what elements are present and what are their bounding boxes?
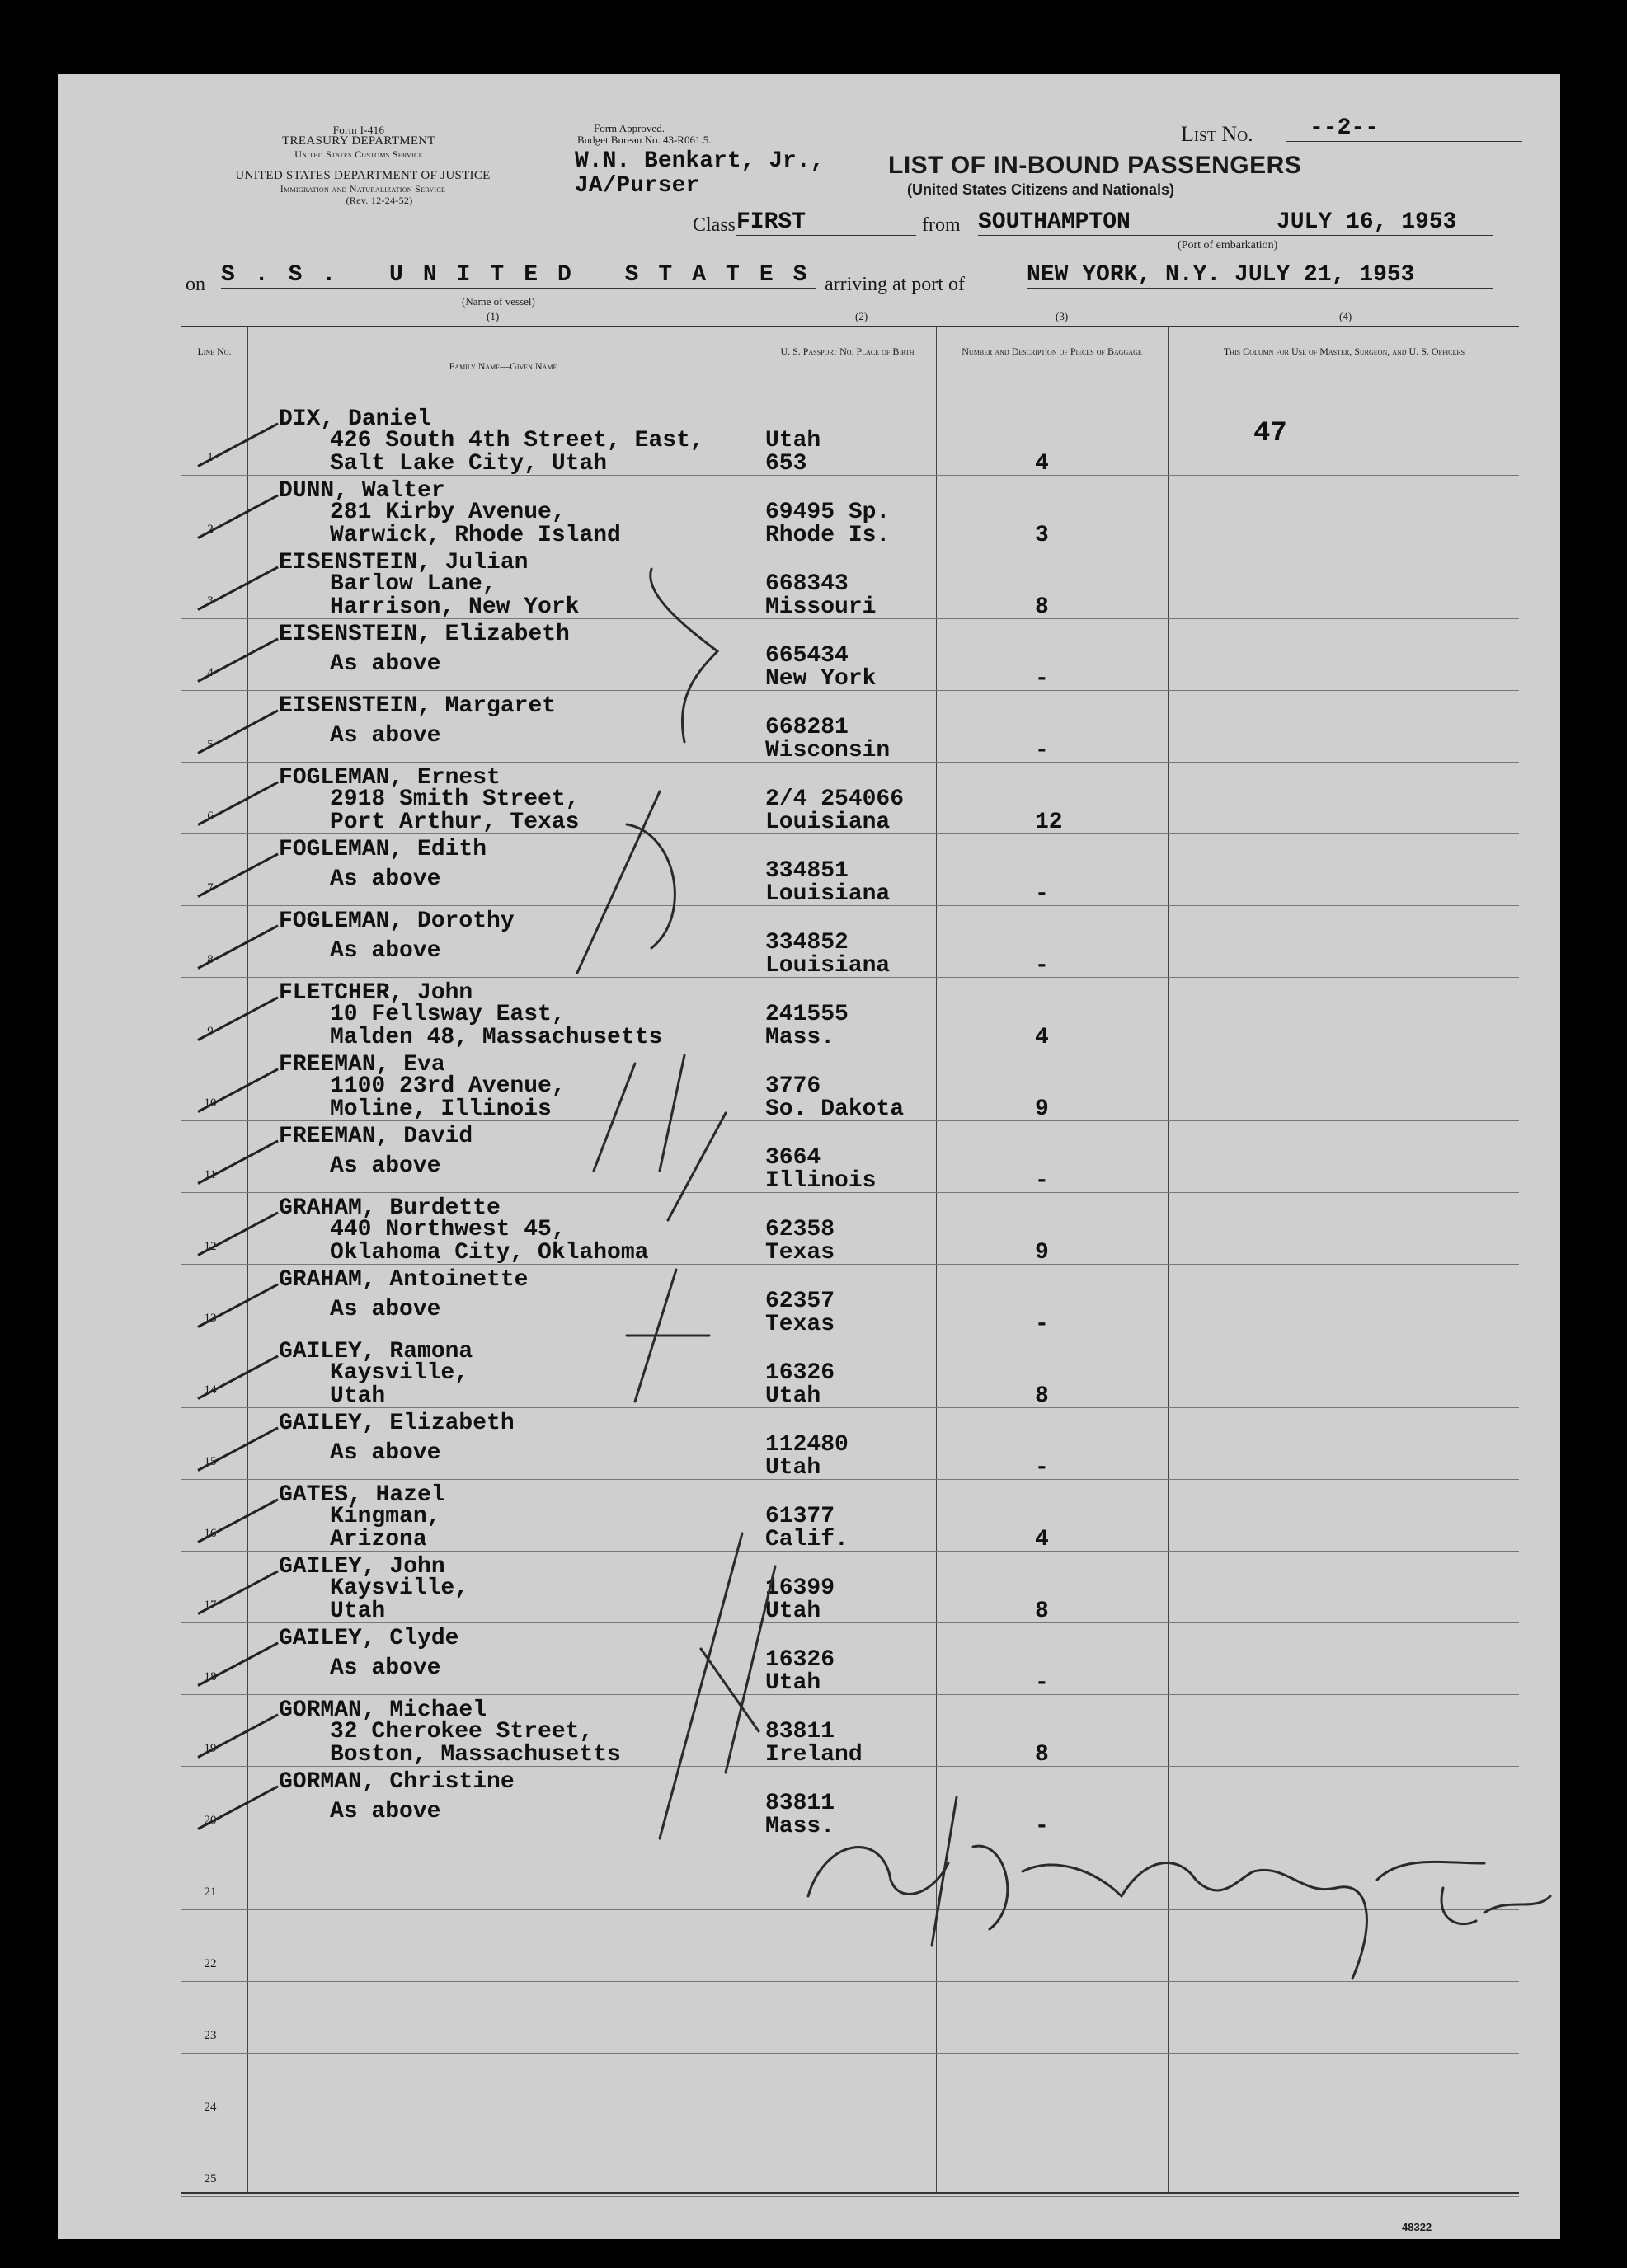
passport-number: 112480 (765, 1432, 849, 1458)
form-revision: (Rev. 12-24-52) (346, 195, 413, 206)
form-number: Form I-416 (332, 124, 385, 136)
line-number: 23 (204, 2029, 217, 2042)
passport-number: Utah (765, 428, 821, 453)
col-header-passport: U. S. Passport No. Place of Birth (780, 345, 915, 357)
line-number: 20 (204, 1814, 217, 1827)
place-of-birth: Mass. (765, 1814, 835, 1839)
col-num-3: (3) (1056, 310, 1069, 322)
col-header-name: Family Name—Given Name (449, 360, 557, 372)
baggage-count: 12 (1035, 810, 1063, 835)
baggage-count: - (1035, 1670, 1049, 1696)
officer-note: 47 (1253, 418, 1287, 449)
col-header-baggage: Number and Description of Pieces of Baggage (962, 345, 1142, 357)
passenger-name: FOGLEMAN, Dorothy (279, 909, 515, 934)
passport-number: 83811 (765, 1791, 835, 1816)
passenger-name: FREEMAN, Eva (279, 1052, 445, 1078)
port-embark-label: (Port of embarkation) (1178, 239, 1278, 251)
place-of-birth: Utah (765, 1455, 821, 1481)
passenger-address: As above (330, 1297, 441, 1322)
line-number: 16 (204, 1527, 217, 1540)
passenger-address: 10 Fellsway East, (330, 1002, 566, 1027)
passenger-name: FOGLEMAN, Edith (279, 837, 487, 862)
vessel-name: S.S. UNITED STATES (221, 262, 827, 288)
passport-number: 668343 (765, 571, 849, 597)
line-number: 19 (204, 1742, 217, 1755)
list-no-label: List No. (1181, 122, 1253, 146)
departure-date: JULY 16, 1953 (1277, 209, 1457, 235)
passenger-address: Warwick, Rhode Island (330, 523, 621, 548)
place-of-birth: Louisiana (765, 953, 891, 979)
line-number: 22 (204, 1957, 217, 1970)
embark-port: SOUTHAMPTON (978, 209, 1131, 235)
passenger-name: EISENSTEIN, Margaret (279, 693, 557, 719)
place-of-birth: Missouri (765, 594, 877, 620)
passenger-address: Utah (330, 1599, 386, 1624)
passenger-name: GAILEY, John (279, 1554, 445, 1580)
passport-number: 83811 (765, 1719, 835, 1744)
passenger-name: GRAHAM, Antoinette (279, 1267, 529, 1293)
line-number: 7 (207, 881, 214, 895)
passenger-address: As above (330, 938, 441, 964)
dept-treasury-sub: United States Customs Service (294, 148, 423, 160)
line-number: 11 (204, 1168, 217, 1181)
passenger-name: GATES, Hazel (279, 1482, 445, 1508)
col-num-4: (4) (1339, 310, 1352, 322)
line-number: 8 (207, 953, 214, 966)
class-value: FIRST (736, 209, 916, 236)
margin-scribble (577, 791, 675, 973)
passport-number: 665434 (765, 643, 849, 669)
signature-scrawl (808, 1797, 1366, 1979)
passenger-address: Port Arthur, Texas (330, 810, 580, 835)
passenger-name: FOGLEMAN, Ernest (279, 765, 501, 791)
passenger-address: Malden 48, Massachusetts (330, 1025, 663, 1050)
passenger-address: 281 Kirby Avenue, (330, 500, 566, 525)
line-number: 1 (207, 451, 214, 464)
baggage-count: - (1035, 881, 1049, 907)
list-no-value: --2-- (1286, 115, 1522, 142)
baggage-count: 4 (1035, 1527, 1049, 1552)
passport-number: 241555 (765, 1002, 849, 1027)
place-of-birth: Texas (765, 1312, 835, 1337)
list-title: LIST OF IN-BOUND PASSENGERS (888, 152, 1302, 179)
place-of-birth: Rhode Is. (765, 523, 891, 548)
passenger-address: Harrison, New York (330, 594, 580, 620)
place-of-birth: 653 (765, 451, 807, 477)
passenger-address: Kaysville, (330, 1575, 469, 1601)
passenger-address: 32 Cherokee Street, (330, 1719, 594, 1744)
passport-number: 62357 (765, 1289, 835, 1314)
passenger-address: Kingman, (330, 1504, 441, 1529)
baggage-count: - (1035, 953, 1049, 979)
baggage-count: - (1035, 738, 1049, 763)
line-number: 18 (204, 1670, 217, 1683)
place-of-birth: Texas (765, 1240, 835, 1265)
passenger-name: GORMAN, Christine (279, 1769, 515, 1795)
baggage-count: - (1035, 1455, 1049, 1481)
passport-number: 2/4 254066 (765, 787, 905, 812)
vessel-label: (Name of vessel) (462, 295, 535, 308)
col-header-line: Line No. (197, 345, 232, 357)
place-of-birth: Louisiana (765, 810, 891, 835)
place-of-birth: Calif. (765, 1527, 849, 1552)
passenger-address: Oklahoma City, Oklahoma (330, 1240, 649, 1265)
passport-number: 334852 (765, 930, 849, 956)
passport-number: 3664 (765, 1145, 821, 1171)
passenger-name: EISENSTEIN, Julian (279, 550, 529, 575)
passenger-name: GAILEY, Clyde (279, 1626, 459, 1651)
dept-justice: UNITED STATES DEPARTMENT OF JUSTICE (235, 169, 491, 182)
line-number: 12 (204, 1240, 217, 1253)
on-label: on (186, 274, 205, 295)
baggage-count: 8 (1035, 1599, 1049, 1624)
baggage-count: 3 (1035, 523, 1049, 548)
baggage-count: 4 (1035, 1025, 1049, 1050)
baggage-count: - (1035, 1168, 1049, 1194)
place-of-birth: Louisiana (765, 881, 891, 907)
passenger-name: FLETCHER, John (279, 980, 473, 1006)
passenger-name: GAILEY, Elizabeth (279, 1411, 515, 1436)
place-of-birth: Ireland (765, 1742, 863, 1768)
place-of-birth: Wisconsin (765, 738, 891, 763)
line-number: 6 (207, 810, 214, 823)
passenger-name: GRAHAM, Burdette (279, 1195, 501, 1221)
passport-number: 61377 (765, 1504, 835, 1529)
margin-scribble (660, 1533, 775, 1838)
line-number: 15 (204, 1455, 217, 1468)
signature-scrawl (1377, 1862, 1550, 1923)
baggage-count: 4 (1035, 451, 1049, 477)
line-number: 9 (207, 1025, 214, 1038)
line-number: 14 (204, 1383, 217, 1397)
passenger-address: As above (330, 1799, 441, 1824)
passenger-address: 440 Northwest 45, (330, 1217, 566, 1242)
passenger-name: FREEMAN, David (279, 1124, 473, 1149)
passenger-name: GORMAN, Michael (279, 1697, 487, 1723)
form-approved: Form Approved. (594, 122, 665, 134)
line-number: 10 (204, 1096, 217, 1110)
purser-title: JA/Purser (575, 173, 700, 199)
baggage-count: - (1035, 666, 1049, 692)
from-label: from (922, 214, 961, 236)
arriving-label: arriving at port of (825, 274, 965, 295)
passport-number: 16326 (765, 1360, 835, 1386)
margin-scribble (627, 1270, 709, 1402)
place-of-birth: Utah (765, 1383, 821, 1409)
purser-name: W.N. Benkart, Jr., (575, 148, 825, 174)
place-of-birth: Utah (765, 1599, 821, 1624)
arrival-port: NEW YORK, N.Y. JULY 21, 1953 (1027, 262, 1493, 289)
passenger-name: EISENSTEIN, Elizabeth (279, 622, 570, 647)
passenger-address: 426 South 4th Street, East, (330, 428, 704, 453)
baggage-count: 8 (1035, 1383, 1049, 1409)
line-number: 4 (207, 666, 214, 679)
passenger-address: As above (330, 1440, 441, 1466)
passport-number: 69495 Sp. (765, 500, 891, 525)
line-number: 25 (204, 2172, 217, 2186)
passenger-address: Boston, Massachusetts (330, 1742, 621, 1768)
footer-code: 48322 (1402, 2221, 1432, 2233)
baggage-count: 8 (1035, 1742, 1049, 1768)
baggage-count: 9 (1035, 1096, 1049, 1122)
line-number: 3 (207, 594, 214, 608)
line-number: 24 (204, 2101, 217, 2114)
line-number: 5 (207, 738, 214, 751)
passenger-address: Arizona (330, 1527, 427, 1552)
passenger-address: 1100 23rd Avenue, (330, 1073, 566, 1099)
col-num-2: (2) (855, 310, 868, 322)
place-of-birth: So. Dakota (765, 1096, 905, 1122)
dept-justice-sub: Immigration and Naturalization Service (280, 183, 446, 195)
passenger-address: As above (330, 866, 441, 892)
passenger-name: DUNN, Walter (279, 478, 445, 504)
passport-number: 16326 (765, 1647, 835, 1673)
passenger-name: DIX, Daniel (279, 406, 431, 432)
passenger-address: Kaysville, (330, 1360, 469, 1386)
passenger-address: As above (330, 1153, 441, 1179)
passenger-address: Utah (330, 1383, 386, 1409)
place-of-birth: Utah (765, 1670, 821, 1696)
class-label: Class (693, 214, 736, 236)
line-number: 13 (204, 1312, 217, 1325)
passenger-address: As above (330, 651, 441, 677)
line-number: 17 (204, 1599, 217, 1612)
passport-number: 62358 (765, 1217, 835, 1242)
place-of-birth: New York (765, 666, 877, 692)
passenger-address: 2918 Smith Street, (330, 787, 580, 812)
dept-treasury: TREASURY DEPARTMENT (282, 134, 435, 148)
baggage-count: 9 (1035, 1240, 1049, 1265)
margin-scribble (594, 1055, 726, 1220)
margin-scribble (651, 569, 717, 742)
place-of-birth: Illinois (765, 1168, 877, 1194)
baggage-count: - (1035, 1312, 1049, 1337)
col-num-1: (1) (487, 310, 500, 322)
passenger-name: GAILEY, Ramona (279, 1339, 473, 1364)
passport-number: 3776 (765, 1073, 821, 1099)
passport-number: 16399 (765, 1575, 835, 1601)
passenger-address: Moline, Illinois (330, 1096, 552, 1122)
list-subtitle: (United States Citizens and Nationals) (907, 181, 1175, 198)
col-header-officers: This Column for Use of Master, Surgeon, and U. S. Officers (1223, 345, 1465, 357)
passport-number: 334851 (765, 858, 849, 884)
budget-bureau: Budget Bureau No. 43-R061.5. (577, 134, 712, 146)
line-number: 2 (207, 523, 214, 536)
baggage-count: - (1035, 1814, 1049, 1839)
passenger-address: Salt Lake City, Utah (330, 451, 608, 477)
passenger-address: As above (330, 1655, 441, 1681)
place-of-birth: Mass. (765, 1025, 835, 1050)
passenger-address: Barlow Lane, (330, 571, 496, 597)
baggage-count: 8 (1035, 594, 1049, 620)
line-number: 21 (204, 1885, 217, 1899)
passport-number: 668281 (765, 715, 849, 740)
passenger-address: As above (330, 723, 441, 749)
